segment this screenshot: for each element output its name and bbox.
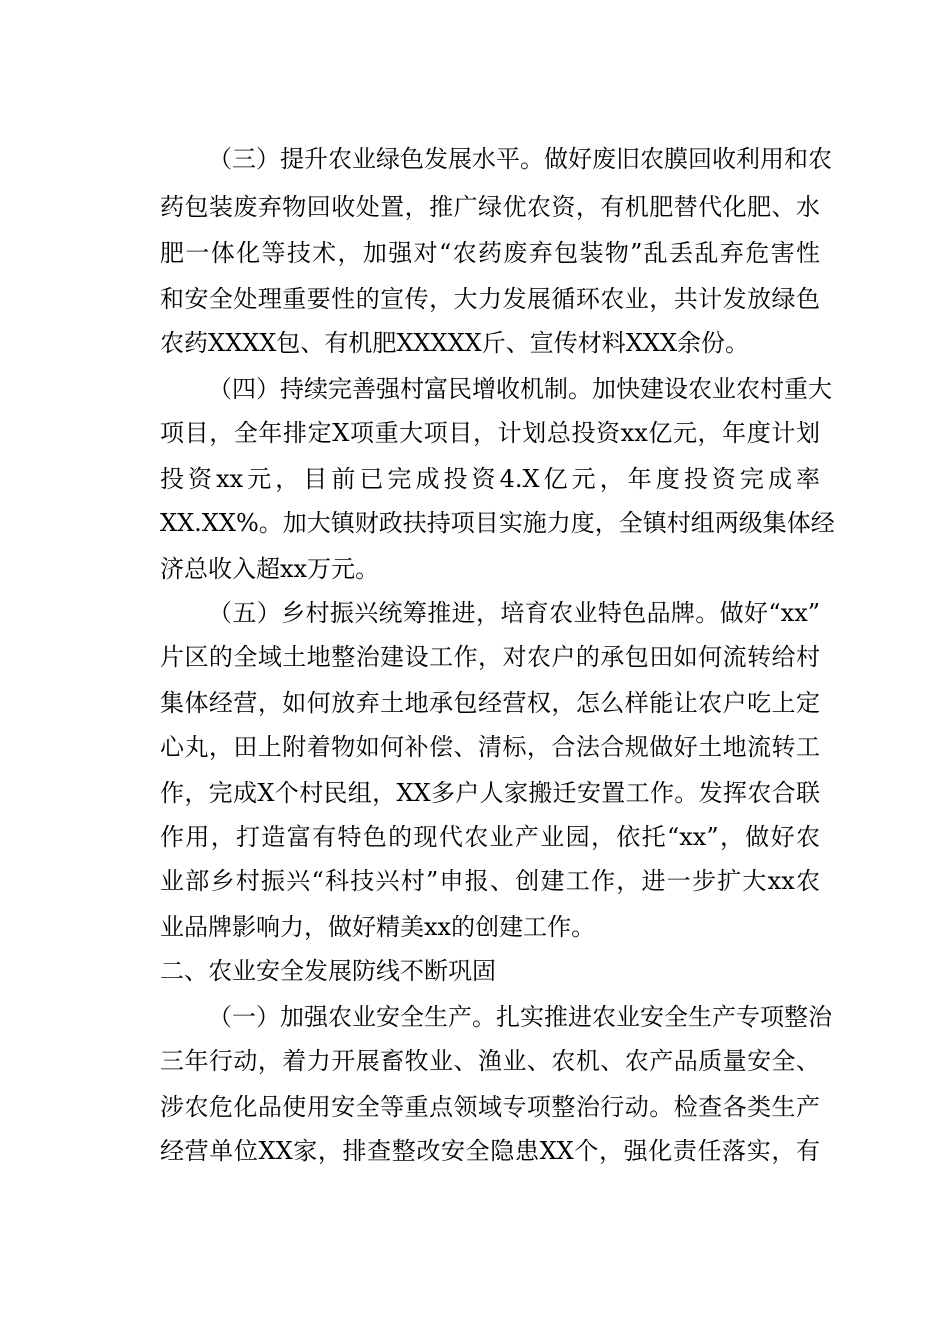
paragraph-line: 经营单位XX家，排查整改安全隐患XX个，强化责任落实，有 xyxy=(160,1137,820,1165)
paragraph-line xyxy=(208,372,832,406)
paragraph-text: 做好废旧农膜回收利用和农 xyxy=(544,145,832,173)
paragraph-line: 心丸，田上附着物如何补偿、清标，合法合规做好土地流转工 xyxy=(160,733,820,761)
paragraph-line: 肥一体化等技术，加强对“农药废弃包装物”乱丢乱弃危害性 xyxy=(160,239,820,267)
paragraph-text: 加快建设农业农村重大 xyxy=(592,375,832,403)
paragraph-line: 三年行动，着力开展畜牧业、渔业、农机、农产品质量安全、 xyxy=(160,1047,820,1075)
section-lead-4: （四）持续完善强村富民增收机制。 xyxy=(208,375,592,403)
paragraph-line: 作用，打造富有特色的现代农业产业园，依托“xx”，做好农 xyxy=(160,823,820,851)
paragraph-text: 扎实推进农业安全生产专项整治 xyxy=(496,1003,832,1031)
paragraph-line xyxy=(208,1000,832,1034)
paragraph-line: 涉农危化品使用安全等重点领域专项整治行动。检查各类生产 xyxy=(160,1093,820,1121)
paragraph-line: 作，完成X个村民组，XX多户人家搬迁安置工作。发挥农合联 xyxy=(160,779,820,807)
paragraph-line: 片区的全域土地整治建设工作，对农户的承包田如何流转给村 xyxy=(160,643,820,671)
paragraph-text: 做好“xx” xyxy=(719,599,821,627)
paragraph-line: 集体经营，如何放弃土地承包经营权，怎么样能让农户吃上定 xyxy=(160,689,820,717)
paragraph-line: 济总收入超xx万元。 xyxy=(160,555,380,583)
paragraph-line: 业品牌影响力，做好精美xx的创建工作。 xyxy=(160,913,596,941)
paragraph-line xyxy=(208,596,820,630)
paragraph-line: 农药XXXX包、有机肥XXXXX斤、宣传材料XXX余份。 xyxy=(160,329,750,357)
paragraph-line: XX.XX%。加大镇财政扶持项目实施力度，全镇村组两级集体经 xyxy=(160,509,835,537)
paragraph-line: 项目，全年排定X项重大项目，计划总投资xx亿元，年度计划 xyxy=(160,419,820,447)
section-lead-5: （五）乡村振兴统筹推进，培育农业特色品牌。 xyxy=(208,599,720,627)
paragraph-line: 业部乡村振兴“科技兴村”申报、创建工作，进一步扩大xx农 xyxy=(160,867,820,895)
paragraph-line: 和安全处理重要性的宣传，大力发展循环农业，共计发放绿色 xyxy=(160,285,820,313)
paragraph-line: 药包装废弃物回收处置，推广绿优农资，有机肥替代化肥、水 xyxy=(160,193,820,221)
paragraph-line: 投资xx元，目前已完成投资4.X亿元，年度投资完成率 xyxy=(160,465,820,493)
section-lead-1: （一）加强农业安全生产。 xyxy=(208,1003,496,1031)
paragraph-line xyxy=(208,142,832,176)
section-lead-3: （三）提升农业绿色发展水平。 xyxy=(208,145,544,173)
section-heading: 二、农业安全发展防线不断巩固 xyxy=(160,957,496,985)
